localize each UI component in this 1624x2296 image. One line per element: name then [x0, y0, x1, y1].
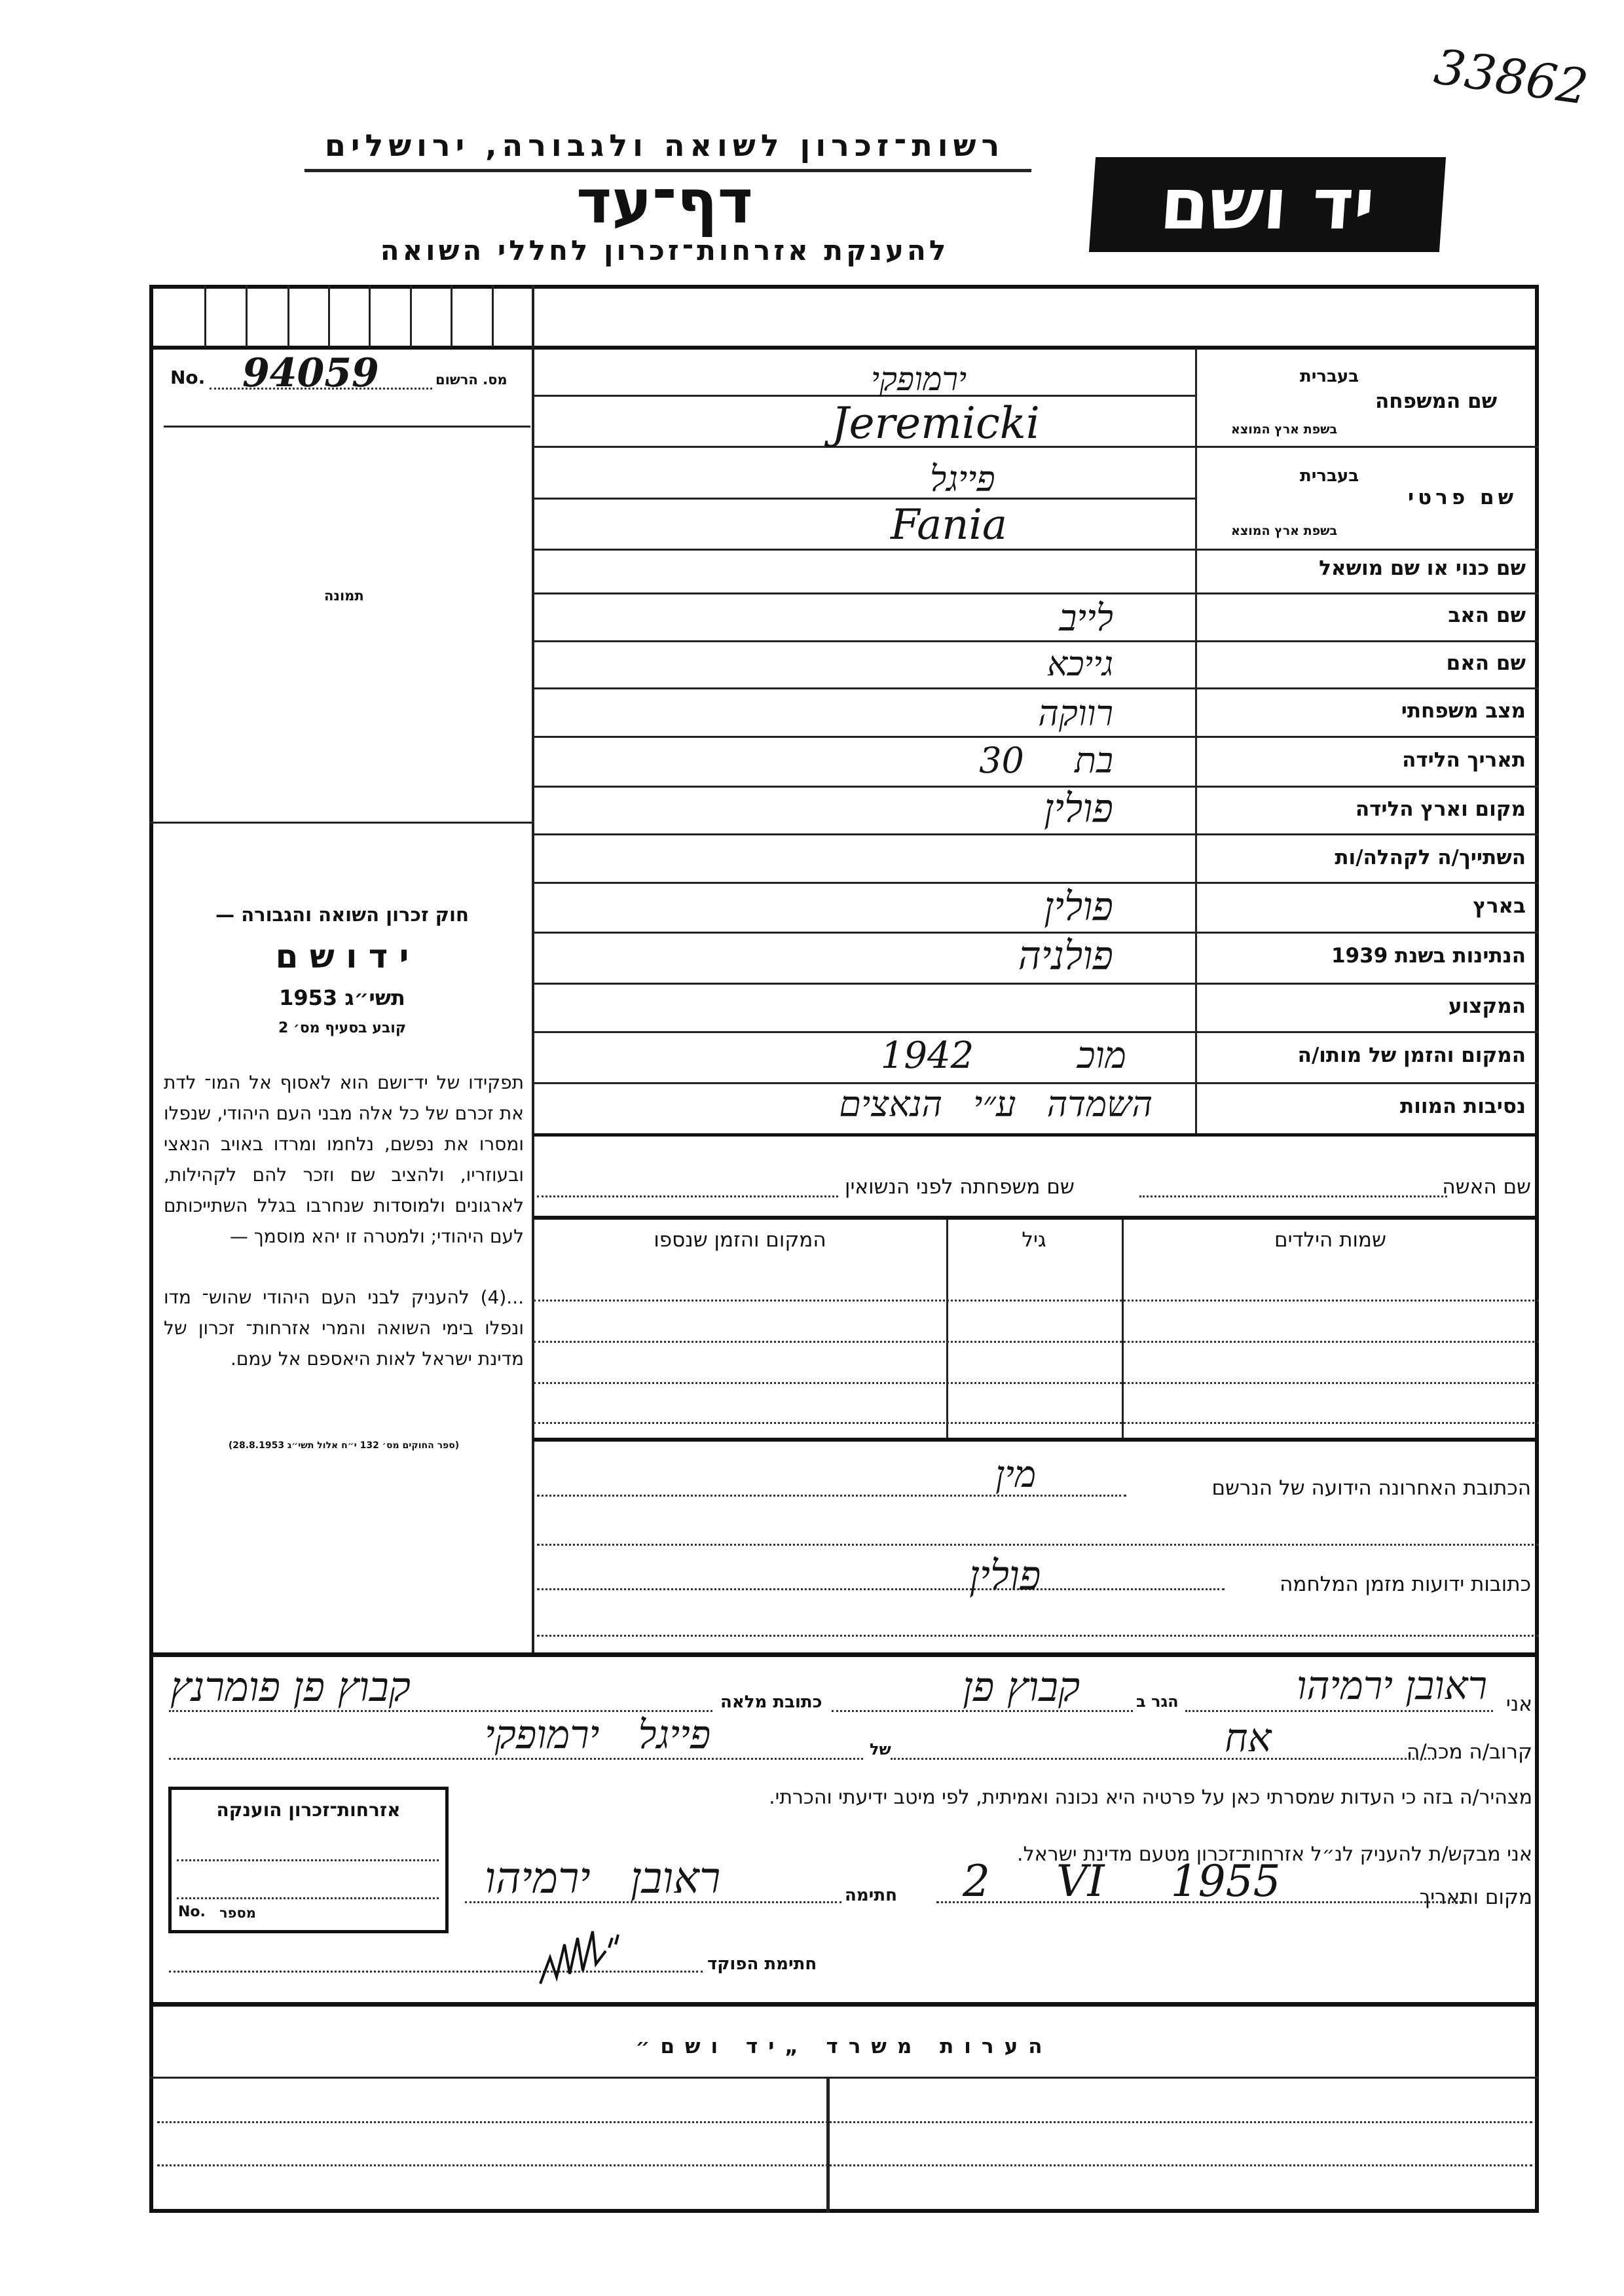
profession-label: המקצוע	[1448, 994, 1526, 1018]
officer-signature-scribble	[537, 1918, 622, 1990]
war-addresses-value[interactable]: פולין	[969, 1552, 1041, 1599]
father-name-label: שם האב	[1448, 604, 1526, 627]
marital-status-label: מצב משפחתי	[1401, 699, 1526, 723]
citizenship-box-title: אזרחות־זכרון הוענקה	[216, 1799, 401, 1821]
wife-label: שם האשה	[1442, 1175, 1531, 1199]
declarant-i-label: אני	[1505, 1692, 1532, 1716]
full-address-label: כתובת מלאה	[720, 1692, 822, 1712]
page-title: דף־עד	[576, 167, 753, 237]
label-column-divider	[1195, 348, 1197, 1134]
registration-no-label: No.	[170, 367, 206, 388]
relationship-label: קרוב/ה מכר/ה	[1406, 1740, 1532, 1764]
children-names-header: שמות הילדים	[1274, 1228, 1386, 1252]
place-date-value[interactable]: 2 VI 1955	[963, 1856, 1281, 1906]
declarant-name[interactable]: ראובן ירמיהו	[1297, 1663, 1488, 1709]
wife-field[interactable]	[1139, 1195, 1447, 1197]
children-row[interactable]	[534, 1422, 1539, 1424]
request-text: אני מבקש/ת להעניק לנ״ל אזרחות־זכרון מטעם מדינת ישראל.	[1017, 1843, 1532, 1866]
family-name-label: שם המשפחה	[1375, 390, 1498, 413]
war-addresses-label: כתובות ידועות מזמן המלחמה	[1280, 1573, 1531, 1596]
death-circumstances-value[interactable]: השמדה ע״י הנאצים	[839, 1084, 1153, 1125]
declarant-signature[interactable]: ראובן ירמיהו	[485, 1853, 721, 1903]
first-name-origin-value[interactable]: Fania	[891, 501, 1008, 549]
relationship-value[interactable]: אח	[1225, 1715, 1272, 1761]
citizenship-no-label: No.	[178, 1904, 206, 1920]
community-label: השתייך/ה לקהלה/ות	[1335, 846, 1526, 869]
law-paragraph-1: תפקידו של יד־ושם הוא לאסוף אל המו־ לדת את זכרם של כל אלה מבני העם היהודי, שנפלו ומסרו את נפשם, נלחמו ומרדו באויב הנאצי ובעוזריו, ולהציב שם וזכר להם לקהילות, לארגונים ולמוסדות שנחרבו בגלל השתייכותם לעם היהודי; ולמטרה זו יהא מוסמך —	[164, 1072, 524, 1247]
family-origin-sublabel: בשפת ארץ המוצא	[1231, 422, 1338, 437]
citizenship-number-label: מספר	[219, 1905, 256, 1921]
family-name-hebrew-value[interactable]: ירמופקי	[871, 360, 967, 398]
marital-status-value[interactable]: רווקה	[1038, 693, 1113, 734]
nickname-label: שם כנוי או שם מושאל	[1319, 556, 1526, 580]
remarks-title: הערות משרד „יד ושם״	[635, 2035, 1053, 2058]
children-row[interactable]	[534, 1341, 1539, 1343]
wife-maiden-field[interactable]	[537, 1195, 838, 1197]
law-year: תשי״ג 1953	[279, 985, 405, 1010]
signature-label: חתימה	[845, 1886, 897, 1905]
law-section: קובע בסעיף מס׳ 2	[278, 1020, 407, 1036]
lives-in-value[interactable]: קבוץ פן	[963, 1663, 1080, 1711]
first-name-hebrew-value[interactable]: פייגל	[930, 458, 995, 500]
war-addresses-field[interactable]	[537, 1588, 1225, 1590]
law-title: חוק זכרון השואה והגבורה —	[215, 903, 469, 926]
organization-name: רשות־זכרון לשואה ולגבורה, ירושלים	[324, 128, 1005, 163]
of-label: של	[870, 1740, 891, 1758]
nationality-value[interactable]: פולניה	[1018, 933, 1113, 979]
last-address-label: הכתובת האחרונה הידועה של הנרשם	[1211, 1476, 1531, 1500]
children-row[interactable]	[534, 1300, 1539, 1302]
birth-date-label: תאריך הלידה	[1402, 748, 1526, 772]
lives-in-label: הגר ב	[1136, 1692, 1179, 1711]
place-date-label: מקום ותאריך	[1419, 1886, 1532, 1909]
officer-signature-field[interactable]	[169, 1971, 703, 1973]
death-place-time-label: המקום והזמן של מותו/ה	[1297, 1044, 1526, 1067]
children-age-header: גיל	[1022, 1228, 1046, 1252]
page-subtitle: להענקת אזרחות־זכרון לחללי השואה	[380, 234, 950, 266]
registration-label: מס. הרשום	[435, 372, 507, 388]
photo-label: תמונה	[324, 588, 364, 604]
father-name-value[interactable]: לייב	[1059, 597, 1113, 640]
birthplace-label: מקום וארץ הלידה	[1355, 797, 1526, 821]
mother-name-label: שם האם	[1446, 651, 1526, 675]
death-circumstances-label: נסיבות המוות	[1400, 1095, 1526, 1118]
first-origin-sublabel: בשפת ארץ המוצא	[1231, 524, 1338, 538]
law-name: י ד ו ש ם	[275, 938, 409, 975]
archive-number: 33862	[1431, 39, 1592, 116]
last-address-value[interactable]: מין	[995, 1453, 1037, 1496]
officer-signature-label: חתימת הפוקד	[707, 1954, 817, 1974]
country-label: בארץ	[1473, 894, 1526, 918]
law-footnote: (ספר החוקים מס׳ 132 י״ח אלול תשי״ג 28.8.1953)	[228, 1440, 460, 1451]
family-name-origin-value[interactable]: Jeremicki	[832, 398, 1040, 448]
birthplace-value[interactable]: פולין	[1044, 786, 1113, 831]
of-value[interactable]: פייגל ירמופקי	[485, 1712, 711, 1758]
last-address-field[interactable]	[537, 1495, 1126, 1497]
declaration-text: מצהיר/ה בזה כי העדות שמסרתי כאן על פרטיה היא נכונה ואמיתית, לפי מיטב ידיעתי והכרתי.	[769, 1786, 1532, 1809]
nationality-label: הנתינות בשנת 1939	[1331, 944, 1526, 968]
wife-maiden-label: שם משפחתה לפני הנשואין	[845, 1175, 1075, 1199]
remarks-row[interactable]	[157, 2164, 1532, 2166]
mother-name-value[interactable]: גייכא	[1046, 645, 1113, 684]
children-row[interactable]	[534, 1382, 1539, 1384]
death-place-time-value[interactable]: מוכ 1942	[880, 1034, 1126, 1077]
law-paragraph-2: ...(4) להעניק לבני העם היהודי שהוש־ מדו ונפלו בימי השואה והמרי אזרחות־ זכרון של מדינת ישראל לאות היאספם אל עמם.	[164, 1286, 524, 1370]
remarks-row[interactable]	[157, 2121, 1532, 2123]
birth-date-value[interactable]: בת 30	[979, 740, 1113, 781]
children-place-time-header: המקום והזמן שנספו	[654, 1228, 826, 1252]
country-value[interactable]: פולין	[1044, 884, 1113, 930]
full-address-value[interactable]: קבוץ פן פומרנץ	[170, 1663, 411, 1711]
family-hebrew-sublabel: בעברית	[1300, 367, 1359, 386]
registration-number[interactable]: 94059	[242, 350, 379, 396]
yad-vashem-logo: יד ושם	[1089, 157, 1446, 252]
left-column-divider	[532, 285, 534, 1654]
first-hebrew-sublabel: בעברית	[1300, 466, 1359, 486]
first-name-label: שם פרטי	[1408, 486, 1518, 509]
